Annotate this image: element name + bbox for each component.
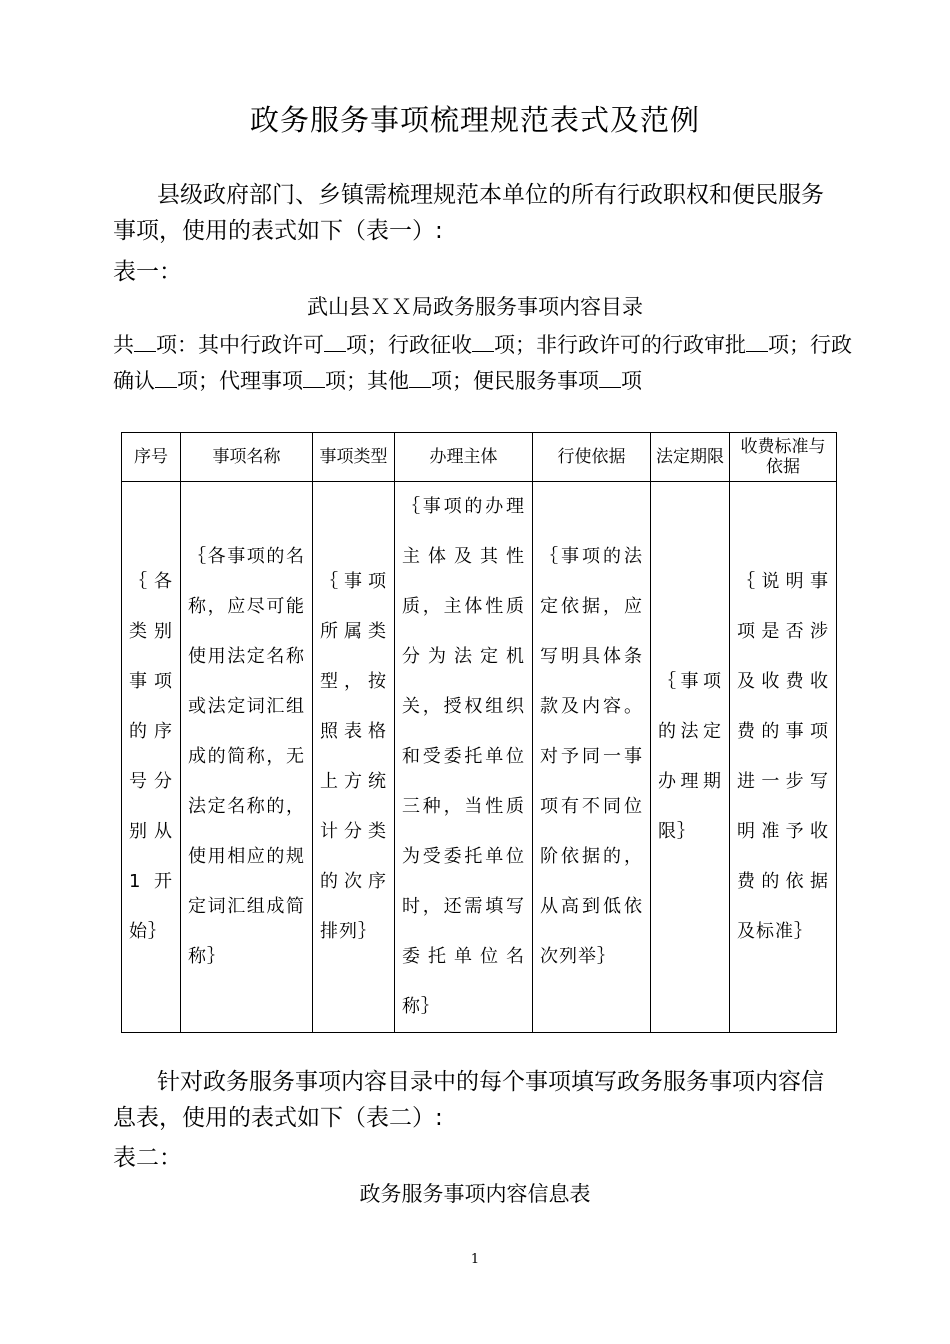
cell-legal-time-limit: ｛事项的法定办理期限｝ (651, 482, 730, 1033)
table2-title: 政务服务事项内容信息表 (359, 1182, 591, 1206)
item-count-summary (113, 327, 853, 399)
cell-item-type: ｛事项所属类型，按照表格上方统计分类的次序排列｝ (313, 482, 395, 1033)
blank-line (134, 333, 156, 352)
count-text-bm: 项；便民服务事项 (431, 369, 599, 393)
table-header-row (122, 433, 837, 482)
page-number: 1 (470, 1252, 480, 1267)
count-text-total: 共 (113, 333, 134, 357)
table-row (122, 482, 837, 1033)
cell-item-name: ｛各事项的名称，应尽可能使用法定名称或法定词汇组成的简称，无法定名称的，使用相应的规定词汇组成简称｝ (181, 482, 313, 1033)
blank-line (746, 333, 768, 352)
blank-line (303, 369, 325, 388)
count-text-dl: 项；代理事项 (177, 369, 303, 393)
table1-label: 表一： (113, 259, 182, 285)
blank-line (599, 369, 621, 388)
cell-handling-body: ｛事项的办理主体及其性质，主体性质分为法定机关，授权组织和受委托单位三种，当性质为受委托单位时，还需填写委托单位名称｝ (395, 482, 533, 1033)
blank-line (155, 369, 177, 388)
header-fee-standard: 收费标准与依据 (730, 433, 837, 482)
count-text-zs: 项；行政征收 (346, 333, 472, 357)
cell-serial: ｛各类别事项的序号分别从1开始｝ (122, 482, 181, 1033)
header-item-name: 事项名称 (181, 433, 313, 482)
second-paragraph: 针对政务服务事项内容目录中的每个事项填写政务服务事项内容信息表，使用的表式如下（表二）: (113, 1069, 824, 1131)
blank-line (409, 369, 431, 388)
count-text-end: 项 (621, 369, 642, 393)
table2-label: 表二： (113, 1145, 182, 1171)
intro-paragraph: 县级政府部门、乡镇需梳理规范本单位的所有行政职权和便民服务事项，使用的表式如下（表一）: (113, 182, 824, 244)
header-serial: 序号 (122, 433, 181, 482)
document-title: 政务服务事项梳理规范表式及范例 (249, 103, 700, 137)
header-legal-time-limit: 法定期限 (651, 433, 730, 482)
header-legal-basis: 行使依据 (533, 433, 651, 482)
catalog-table (121, 432, 837, 1033)
count-text-qt: 项；其他 (325, 369, 409, 393)
count-text-fxk: 项；非行政许可的行政审批 (494, 333, 746, 357)
blank-line (324, 333, 346, 352)
header-item-type: 事项类型 (313, 433, 395, 482)
blank-line (472, 333, 494, 352)
header-handling-body: 办理主体 (395, 433, 533, 482)
count-text-qr: 项；行政确认 (113, 333, 852, 393)
count-text-xk: 项：其中行政许可 (156, 333, 324, 357)
cell-fee-standard: ｛说明事项是否涉及收费收费的事项进一步写明准予收费的依据及标准｝ (730, 482, 837, 1033)
table1-title: 武山县ＸＸ局政务服务事项内容目录 (307, 295, 643, 319)
cell-legal-basis: ｛事项的法定依据，应写明具体条款及内容。对予同一事项有不同位阶依据的，从高到低依次列举｝ (533, 482, 651, 1033)
